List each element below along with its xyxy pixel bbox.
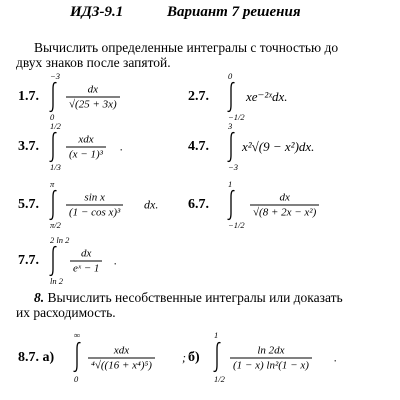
numerator: xdx (78, 133, 94, 146)
upper-limit: 3 (228, 121, 233, 131)
problem-label: 6.7. (188, 197, 209, 212)
lower-limit: 1/2 (214, 374, 225, 384)
integral-sign (48, 180, 66, 230)
numerator: dx (279, 191, 290, 204)
problem-6-7 (188, 180, 388, 230)
integrand: xe⁻²ˣdx. (246, 89, 288, 104)
lower-limit: π/2 (50, 220, 61, 230)
trailing-mark: dx. (144, 197, 159, 212)
numerator: dx (87, 83, 99, 96)
denominator: (x − 1)³ (66, 147, 106, 161)
lower-limit: 0 (74, 374, 79, 384)
fraction (66, 84, 120, 111)
problem-3-7 (18, 122, 188, 172)
integral-sign (48, 235, 70, 286)
problem-label: 3.7. (18, 139, 39, 154)
numerator: xdx (113, 344, 130, 357)
upper-limit: ∞ (74, 330, 81, 340)
problem-label: 4.7. (188, 139, 209, 154)
denominator: (1 − x) ln²(1 − x) (230, 358, 312, 372)
denominator: √(25 + 3x) (66, 97, 120, 111)
task-8-instruction (16, 290, 388, 320)
integral-sign-icon (48, 189, 58, 221)
problem-label: 2.7. (188, 89, 209, 104)
upper-limit: 1/2 (50, 121, 61, 131)
variant-title: Вариант 7 решения (167, 4, 301, 20)
lower-limit: −1/2 (228, 112, 245, 122)
fraction (230, 345, 312, 372)
integral-sign-icon (212, 341, 222, 373)
trailing-mark: . (334, 350, 337, 365)
task-8-text: Вычислить несобственные интегралы или доказать (44, 290, 343, 305)
task-1-line-2: двух знаков после запятой. (16, 55, 171, 70)
fraction (66, 134, 106, 161)
problem-5-7 (18, 180, 188, 230)
problem-1-7 (18, 72, 188, 122)
problem-7-7 (18, 236, 188, 286)
lower-limit: ln 2 (50, 276, 63, 286)
integral-sign (48, 122, 66, 172)
problem-label: 7.7. (18, 253, 39, 268)
fraction (66, 192, 123, 219)
integral-sign-icon (226, 131, 236, 163)
numerator: ln 2dx (257, 344, 285, 357)
integral-sign (48, 72, 66, 122)
lower-limit: −3 (228, 162, 238, 172)
upper-limit: 2 ln 2 (50, 235, 70, 245)
problem-4-7 (188, 122, 388, 172)
integral-sign (212, 330, 230, 386)
trailing-mark: ; (182, 350, 186, 365)
integral-sign-icon (72, 341, 82, 373)
problem-label: б) (188, 350, 200, 365)
integral-sign-icon (48, 245, 58, 277)
integrand: x²√(9 − x²)dx. (242, 139, 315, 154)
problem-8-7-a (18, 330, 193, 386)
integral-sign (226, 72, 244, 122)
integral-sign-icon (226, 189, 236, 221)
denominator: (1 − cos x)³ (66, 205, 123, 219)
lower-limit: 0 (50, 112, 55, 122)
denominator: √(8 + 2x − x²) (250, 205, 319, 219)
upper-limit: π (50, 179, 55, 189)
lower-limit: −1/2 (228, 220, 245, 230)
integral-sign-icon (48, 81, 58, 113)
header (0, 4, 400, 24)
trailing-mark: . (120, 139, 123, 154)
upper-limit: 0 (228, 71, 233, 81)
numerator: sin x (84, 191, 105, 204)
integral-sign (226, 180, 244, 230)
upper-limit: 1 (228, 179, 233, 189)
problem-2-7 (188, 72, 388, 122)
assignment-title: ИДЗ-9.1 (70, 4, 124, 20)
fraction (88, 345, 155, 372)
numerator: dx (81, 247, 92, 260)
upper-limit: −3 (50, 71, 60, 81)
task-8-line-2: их расходимость. (16, 305, 116, 320)
integral-sign-icon (48, 131, 58, 163)
problem-8-7-b (188, 330, 388, 386)
upper-limit: 1 (214, 330, 219, 340)
task-1-instruction (16, 40, 388, 70)
problem-label: 5.7. (18, 197, 39, 212)
task-8-number: 8. (34, 290, 45, 305)
integral-sign-icon (226, 81, 236, 113)
task-1-line-1: Вычислить определенные интегралы с точностью до (34, 40, 339, 55)
denominator: ⁴√((16 + x⁴)⁵) (88, 358, 155, 372)
trailing-mark: . (114, 253, 117, 268)
fraction (250, 192, 319, 219)
fraction (70, 248, 102, 275)
problem-label: 8.7. а) (18, 350, 55, 365)
task-8-line-1 (16, 290, 388, 305)
lower-limit: 1/3 (50, 162, 61, 172)
denominator: eˣ − 1 (70, 261, 102, 275)
problem-label: 1.7. (18, 89, 39, 104)
